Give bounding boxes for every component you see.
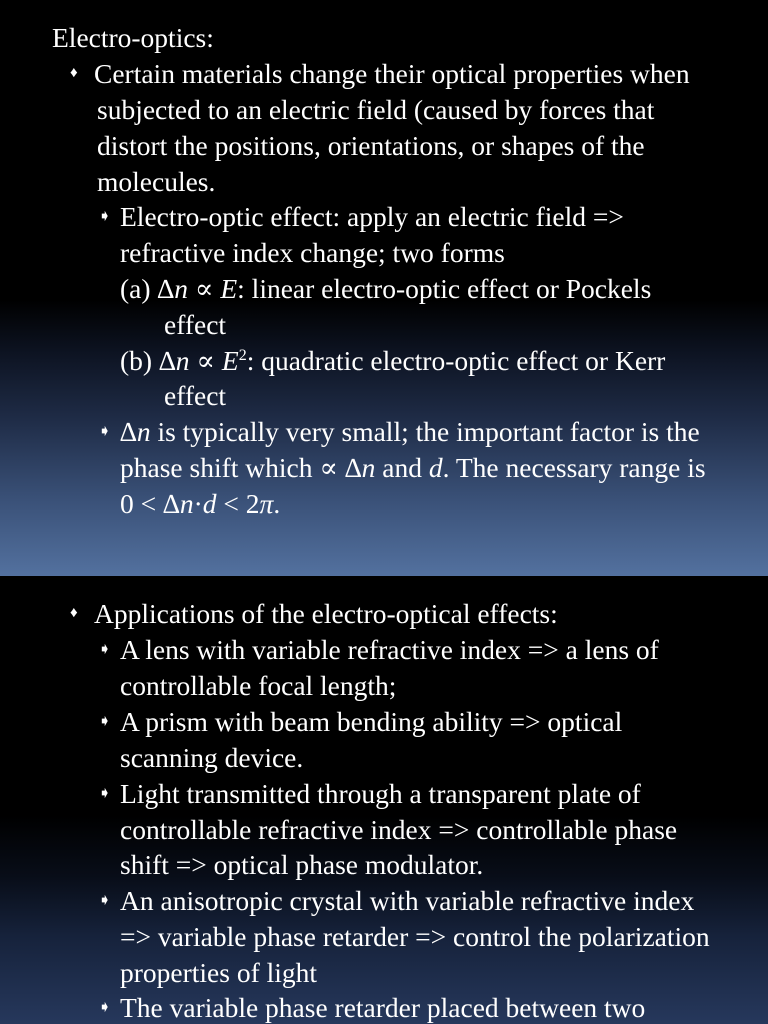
sub-bullet-line: A prism with beam bending ability => optical	[120, 706, 623, 737]
sub-bullet-line: => variable phase retarder => control the polarization	[120, 921, 710, 952]
bullet-line: subjected to an electric field (caused by forces that	[97, 94, 655, 125]
bullet-line: distort the positions, orientations, or shapes of the	[97, 130, 645, 161]
diamond-bullet-icon: ♦	[70, 605, 78, 621]
sub-bullet-line: An anisotropic crystal with variable refractive index	[120, 885, 695, 916]
sub-bullet-line: shift => optical phase modulator.	[120, 849, 484, 880]
arrow-bullet-icon: ➧	[98, 785, 112, 802]
arrow-bullet-icon: ➧	[98, 208, 112, 225]
sub-bullet-line: controllable refractive index => controllable phase	[120, 814, 678, 845]
sub-bullet-line: properties of light	[120, 957, 318, 988]
form-b-continuation: effect	[164, 380, 227, 411]
sub-bullet-line: Light transmitted through a transparent plate of	[120, 778, 641, 809]
sub-bullet-line: The variable phase retarder placed between two	[120, 992, 646, 1023]
arrow-bullet-icon: ➧	[98, 641, 112, 658]
arrow-bullet-icon: ➧	[98, 892, 112, 909]
form-b-line: (b) $\Delta n \propto E^2$: quadratic electro-optic effect or Kerr	[120, 345, 666, 376]
form-a-continuation: effect	[164, 309, 227, 340]
form-a-line: (a) ∆n ∝ E: linear electro-optic effect or Pockels	[120, 273, 652, 304]
slide-2	[0, 576, 768, 1024]
sub-bullet-line: refractive index change; two forms	[120, 237, 505, 268]
sub-bullet-line: 0 < ∆n·d < 2π.	[120, 488, 281, 519]
arrow-bullet-icon: ➧	[98, 713, 112, 730]
bullet-line: molecules.	[97, 166, 216, 197]
bullet-line: Certain materials change their optical properties when	[94, 58, 690, 89]
sub-bullet-line: ∆n is typically very small; the important factor is the	[120, 416, 700, 447]
arrow-bullet-icon: ➧	[98, 423, 112, 440]
slide-heading: Electro-optics:	[52, 22, 214, 53]
sub-bullet-line: A lens with variable refractive index => a lens of	[120, 634, 659, 665]
sub-bullet-line: controllable focal length;	[120, 670, 397, 701]
diamond-bullet-icon: ♦	[70, 65, 78, 81]
sub-bullet-line: scanning device.	[120, 742, 304, 773]
sub-bullet-line: phase shift which ∝ ∆n and d. The necessary range is	[120, 452, 706, 483]
bullet-line: Applications of the electro-optical effects:	[94, 598, 558, 629]
sub-bullet-line: Electro-optic effect: apply an electric field =>	[120, 201, 624, 232]
arrow-bullet-icon: ➧	[98, 999, 112, 1016]
